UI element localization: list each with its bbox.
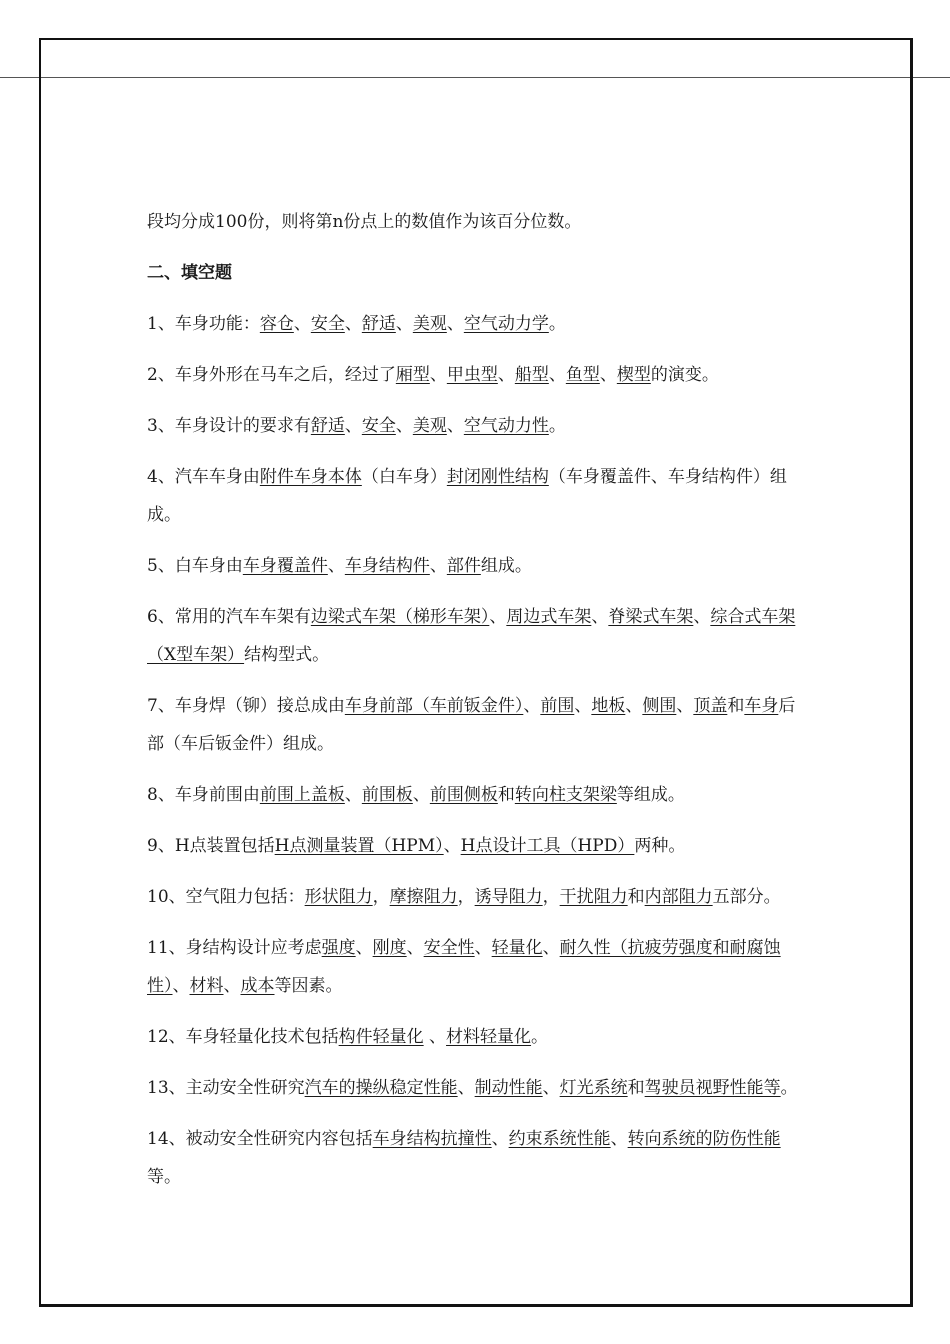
list-item (147, 776, 809, 814)
answer-text: 部件 (446, 556, 481, 576)
question-text: 、 (429, 365, 447, 385)
answer-text: 舒适 (310, 416, 345, 436)
answer-text: 脊梁式车架 (608, 607, 694, 627)
question-text: 13、主动安全性研究 (147, 1078, 305, 1098)
question-text: （车身覆盖件、车身结构件）组成。 (147, 467, 787, 525)
answer-text: 安全性 (423, 938, 475, 958)
answer-text: 材料 (189, 976, 224, 996)
question-text: 、 (625, 696, 643, 716)
question-text: 、 (446, 416, 464, 436)
question-text: 和 (627, 1078, 645, 1098)
list-item (147, 407, 809, 445)
answer-text: 船型 (514, 365, 549, 385)
list-item (147, 1069, 809, 1107)
question-text: 、 (474, 938, 492, 958)
answer-text: 空气动力学 (463, 314, 549, 334)
question-text: 等因素。 (274, 976, 343, 996)
question-text: 等。 (147, 1167, 181, 1187)
answer-text: 内部阻力 (644, 887, 713, 907)
answer-text: 材料轻量化 (446, 1027, 532, 1047)
answer-text: 干扰阻力 (559, 887, 628, 907)
question-text: 、 (293, 314, 311, 334)
question-text: 。 (531, 1027, 549, 1047)
question-text: 、 (223, 976, 241, 996)
answer-text: 美观 (412, 416, 447, 436)
question-text: 、 (610, 1129, 628, 1149)
question-text: 14、被动安全性研究内容包括 (147, 1129, 373, 1149)
list-item (147, 1018, 809, 1056)
answer-text: 厢型 (395, 365, 430, 385)
question-text: 、 (429, 556, 447, 576)
question-text: 2、车身外形在马车之后，经过了 (147, 365, 396, 385)
question-text: 等组成。 (616, 785, 685, 805)
question-text: 的演变。 (650, 365, 719, 385)
question-text: 、 (542, 938, 560, 958)
answer-text: 地板 (591, 696, 626, 716)
question-text: 组成。 (480, 556, 532, 576)
question-text: 、 (489, 607, 507, 627)
question-text: ， (372, 887, 390, 907)
question-text: 4、汽车车身由 (147, 467, 260, 487)
answer-text: 轻量化 (491, 938, 543, 958)
question-text: 。 (548, 314, 566, 334)
question-text: 、 (542, 1078, 560, 1098)
question-text: ， (457, 887, 475, 907)
question-text: 6、常用的汽车车架有 (147, 607, 311, 627)
question-text: 11、身结构设计应考虑 (147, 938, 322, 958)
question-text: 9、H点装置包括 (147, 836, 275, 856)
question-text: 、 (591, 607, 609, 627)
answer-text: 成本 (240, 976, 275, 996)
answer-text: 汽车的操纵稳定性能 (304, 1078, 458, 1098)
answer-text: 前围板 (361, 785, 413, 805)
answer-text: H点设计工具（HPD） (460, 836, 635, 856)
question-text: 后部（车后钣金件）组成。 (147, 696, 796, 754)
question-text: 、 (574, 696, 592, 716)
question-text: 、 (676, 696, 694, 716)
answer-text: 安全 (361, 416, 396, 436)
answer-text: 车身覆盖件 (242, 556, 328, 576)
answer-text: 形状阻力 (304, 887, 373, 907)
question-text: 、 (693, 607, 711, 627)
answer-text: 转向柱支架梁 (514, 785, 617, 805)
answer-text: 安全 (310, 314, 345, 334)
question-text: 1、车身功能： (147, 314, 260, 334)
question-text: 、 (491, 1129, 509, 1149)
list-item (147, 356, 809, 394)
answer-text: 约束系统性能 (508, 1129, 611, 1149)
answer-text: 前围上盖板 (259, 785, 345, 805)
question-text: 和 (497, 785, 515, 805)
question-text: 、 (443, 836, 461, 856)
answer-text: 附件车身本体 (259, 467, 362, 487)
answer-text: 美观 (412, 314, 447, 334)
question-text: 3、车身设计的要求有 (147, 416, 311, 436)
question-text: 、 (523, 696, 541, 716)
question-text: 5、白车身由 (147, 556, 243, 576)
list-item (147, 687, 809, 763)
answer-text: 转向系统的防伤性能 (627, 1129, 781, 1149)
list-item (147, 878, 809, 916)
document-body (147, 203, 809, 1209)
question-text: 7、车身焊（铆）接总成由 (147, 696, 345, 716)
answer-text: 车身结构抗撞性 (372, 1129, 492, 1149)
question-text: 、 (327, 556, 345, 576)
answer-text: 综合式车架（X型车架） (147, 607, 796, 665)
question-text: 、 (599, 365, 617, 385)
answer-text: 诱导阻力 (474, 887, 543, 907)
question-text: 、 (355, 938, 373, 958)
answer-text: 容仓 (259, 314, 294, 334)
question-text: 、 (344, 314, 362, 334)
answer-text: H点测量装置（HPM） (274, 836, 444, 856)
answer-text: 强度 (321, 938, 356, 958)
question-text: 和 (627, 887, 645, 907)
answer-text: 车身前部（车前钣金件） (344, 696, 524, 716)
question-text: 、 (344, 416, 362, 436)
question-text: 、 (423, 1027, 447, 1047)
answer-text: 舒适 (361, 314, 396, 334)
question-text: 10、空气阻力包括： (147, 887, 305, 907)
answer-text: 侧围 (642, 696, 677, 716)
question-text: 、 (395, 314, 413, 334)
answer-text: 封闭刚性结构 (446, 467, 549, 487)
intro-paragraph: 段均分成100份，则将第n份点上的数值作为该百分位数。 (147, 212, 582, 232)
answer-text: 刚度 (372, 938, 407, 958)
fill-in-list (147, 305, 809, 1196)
list-item (147, 1120, 809, 1196)
question-text: （白车身） (361, 467, 447, 487)
question-text: 、 (497, 365, 515, 385)
question-text: 、 (395, 416, 413, 436)
list-item (147, 598, 809, 674)
answer-text: 摩擦阻力 (389, 887, 458, 907)
list-item (147, 929, 809, 1005)
answer-text: 边梁式车架（梯形车架） (310, 607, 490, 627)
answer-text: 制动性能 (474, 1078, 543, 1098)
question-text: 8、车身前围由 (147, 785, 260, 805)
question-text: 、 (172, 976, 190, 996)
question-text: 结构型式。 (244, 645, 330, 665)
question-text: 、 (457, 1078, 475, 1098)
list-item (147, 458, 809, 534)
answer-text: 车身 (744, 696, 779, 716)
question-text: 、 (344, 785, 362, 805)
answer-text: 构件轻量化 (338, 1027, 424, 1047)
question-text: 12、车身轻量化技术包括 (147, 1027, 339, 1047)
question-text: 、 (446, 314, 464, 334)
question-text: 。 (548, 416, 566, 436)
question-text: 五部分。 (712, 887, 781, 907)
answer-text: 顶盖 (693, 696, 728, 716)
answer-text: 灯光系统 (559, 1078, 628, 1098)
question-text: 两种。 (634, 836, 686, 856)
answer-text: 鱼型 (565, 365, 600, 385)
question-text: 。 (780, 1078, 798, 1098)
answer-text: 车身结构件 (344, 556, 430, 576)
answer-text: 前围侧板 (429, 785, 498, 805)
answer-text: 前围 (540, 696, 575, 716)
answer-text: 楔型 (616, 365, 651, 385)
answer-text: 驾驶员视野性能等 (644, 1078, 781, 1098)
answer-text: 甲虫型 (446, 365, 498, 385)
list-item (147, 547, 809, 585)
question-text: 和 (727, 696, 745, 716)
list-item (147, 827, 809, 865)
answer-text: 耐久性（抗疲劳强度和耐腐蚀性） (147, 938, 781, 996)
section-heading: 二、填空题 (147, 263, 232, 283)
question-text: 、 (406, 938, 424, 958)
answer-text: 周边式车架 (506, 607, 592, 627)
answer-text: 空气动力性 (463, 416, 549, 436)
list-item (147, 305, 809, 343)
question-text: 、 (548, 365, 566, 385)
question-text: ， (542, 887, 560, 907)
question-text: 、 (412, 785, 430, 805)
